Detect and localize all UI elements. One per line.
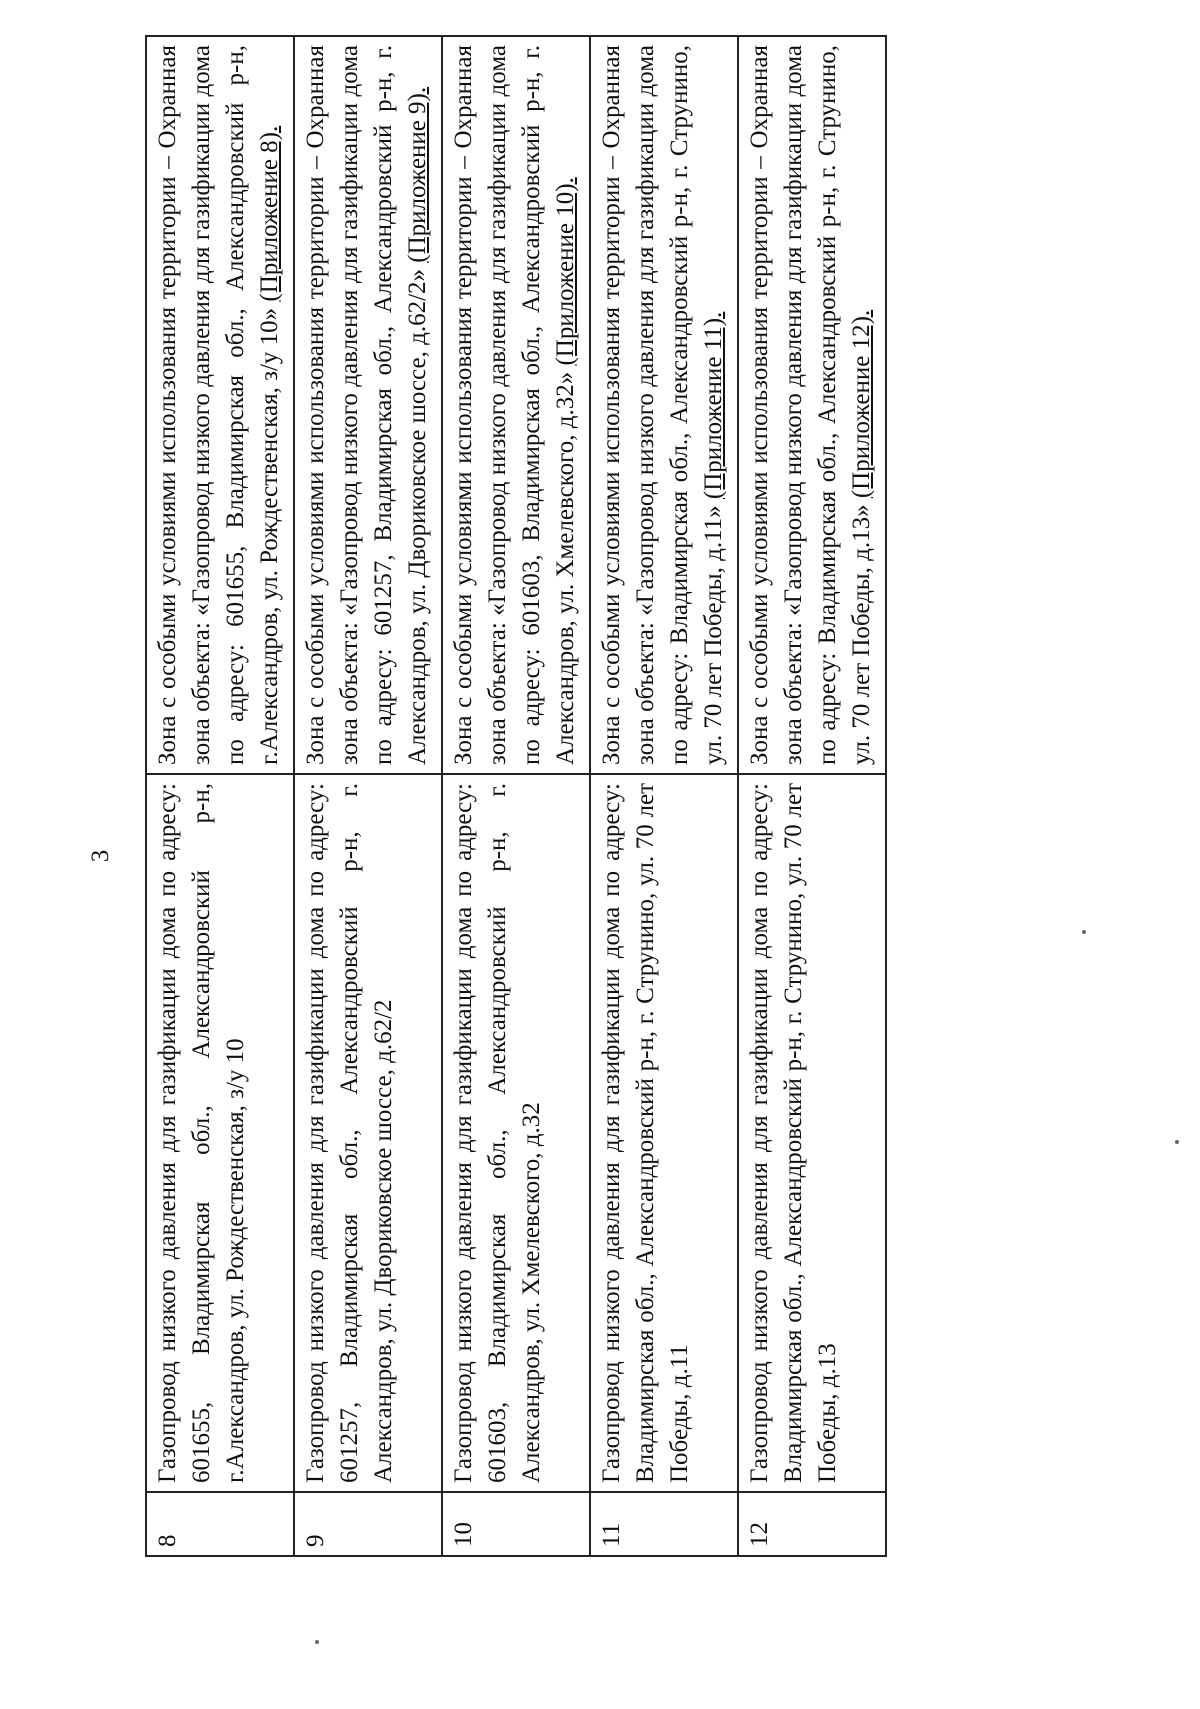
table-row [590,36,738,1556]
table-row [738,36,886,1556]
object-description: Газопровод низкого давления для газификации дома по адресу: 601603, Владимирская обл., Александровский р-н, г. Александров, ул. Хмелевского, д.32 [442,774,590,1492]
rotated-document-page [87,45,1200,1557]
zone-text: Зона с особыми условиями использования территории – Охранная зона объекта: «Газопровод низкого давления для газификации дома по адресу: 601257, Владимирская обл., Александровский р-н, г. Александров, ул. Двориковское шоссе, д.62/2» [302,45,431,765]
zone-text: Зона с особыми условиями использования территории – Охранная зона объекта: «Газопровод низкого давления для газификации дома по адресу: Владимирская обл., Александровский р-н, г. Струнино, ул. 70 лет Победы, д.11» [598,45,727,765]
appendix-reference: (Приложение 10). [552,177,579,366]
table-row [442,36,590,1556]
row-number: 11 [590,1492,738,1556]
object-description: Газопровод низкого давления для газификации дома по адресу: 601655, Владимирская обл., Александровский р-н, г.Александров, ул. Рождественская, з/у 10 [146,774,294,1492]
appendix-reference: (Приложение 9). [404,86,431,263]
row-number: 9 [294,1492,442,1556]
table-row [294,36,442,1556]
zone-description [442,36,590,774]
zone-text: Зона с особыми условиями использования территории – Охранная зона объекта: «Газопровод низкого давления для газификации дома по адресу: 601655, Владимирская обл., Александровский р-н, г.Александров, ул. Рождественская, з/у 10» [154,45,283,765]
object-description: Газопровод низкого давления для газификации дома по адресу: Владимирская обл., Александровский р-н, г. Струнино, ул. 70 лет Победы, д.11 [590,774,738,1492]
row-number: 10 [442,1492,590,1556]
zone-description [146,36,294,774]
zone-text: Зона с особыми условиями использования территории – Охранная зона объекта: «Газопровод низкого давления для газификации дома по адресу: 601603, Владимирская обл., Александровский р-н, г. Александров, ул. Хмелевского, д.32» [450,45,579,765]
scan-speck [1082,930,1086,934]
zones-table [145,35,887,1557]
appendix-reference: (Приложение 12). [848,309,875,499]
scan-speck [315,1640,319,1644]
zone-text: Зона с особыми условиями использования территории – Охранная зона объекта: «Газопровод низкого давления для газификации дома по адресу: Владимирская обл., Александровский р-н, г. Струнино, ул. 70 лет Победы, д.13» [746,45,875,765]
scan-speck [1175,1140,1179,1144]
zone-description [294,36,442,774]
object-description: Газопровод низкого давления для газификации дома по адресу: 601257, Владимирская обл., Александровский р-н, г. Александров, ул. Двориковское шоссе, д.62/2 [294,774,442,1492]
object-description: Газопровод низкого давления для газификации дома по адресу: Владимирская обл., Александровский р-н, г. Струнино, ул. 70 лет Победы, д.13 [738,774,886,1492]
appendix-reference: (Приложение 11). [700,311,727,500]
row-number: 8 [146,1492,294,1556]
zone-description [738,36,886,774]
appendix-reference: (Приложение 8). [256,125,283,302]
zone-description [590,36,738,774]
table-row [146,36,294,1556]
page-number: 3 [87,849,114,863]
row-number: 12 [738,1492,886,1556]
